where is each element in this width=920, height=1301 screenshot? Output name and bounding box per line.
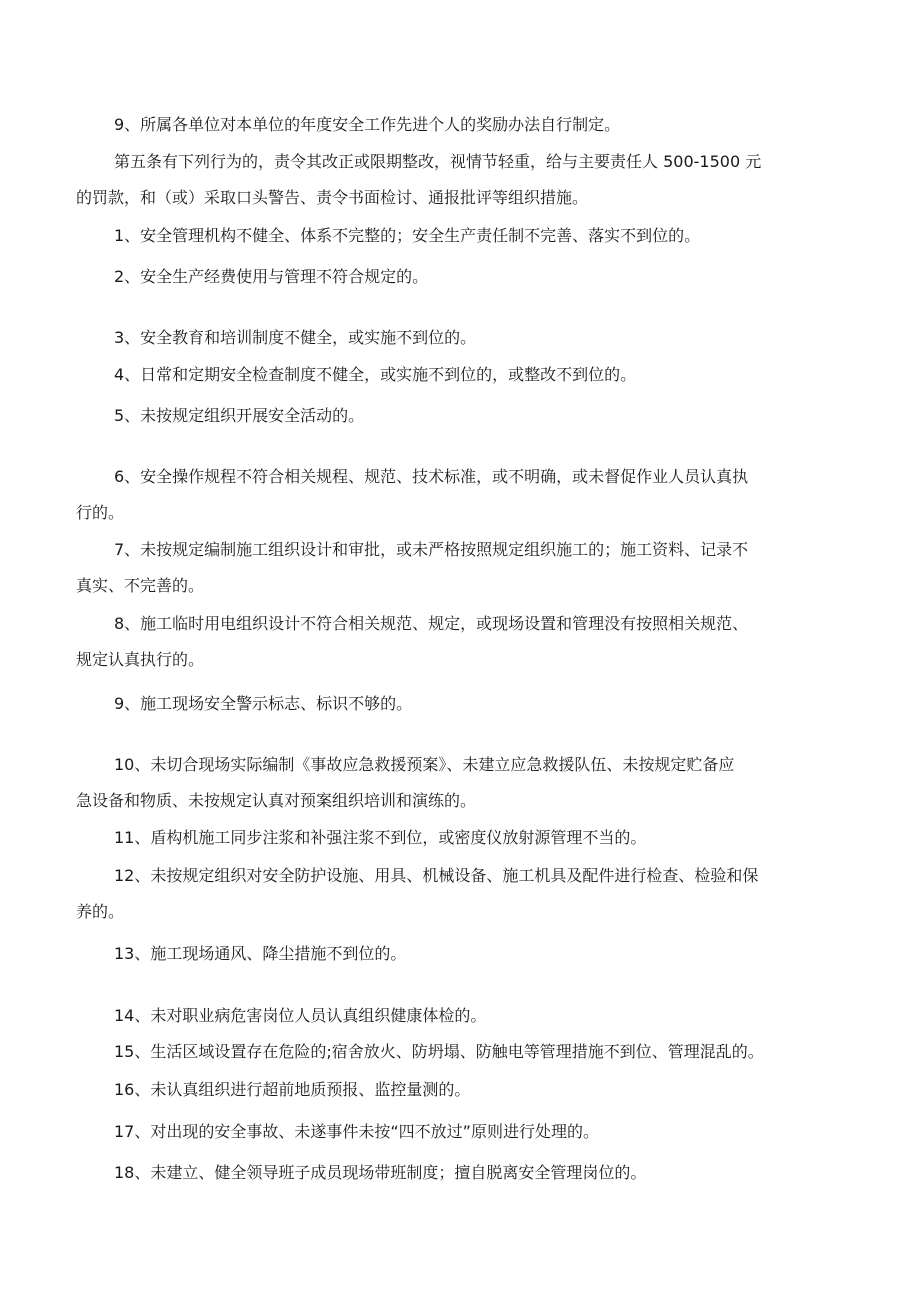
paragraph (76, 357, 848, 393)
paragraph-continuation (76, 894, 848, 930)
paragraph-continuation (76, 568, 848, 604)
paragraph-line: 养的。 (76, 902, 125, 921)
paragraph (76, 532, 848, 568)
paragraph (76, 1072, 848, 1108)
paragraph-continuation (76, 783, 848, 819)
paragraph-line: 2、安全生产经费使用与管理不符合规定的。 (114, 267, 429, 286)
paragraph-line: 规定认真执行的。 (76, 650, 205, 669)
paragraph-line: 第五条有下列行为的，责令其改正或限期整改，视情节轻重，给与主要责任人 500-1500 元 (114, 152, 762, 171)
paragraph (76, 1114, 848, 1150)
paragraph (76, 320, 848, 356)
paragraph (76, 1034, 848, 1070)
paragraph (76, 107, 848, 143)
paragraph-line: 9、施工现场安全警示标志、标识不够的。 (114, 694, 413, 713)
paragraph-line: 的罚款，和（或）采取口头警告、责令书面检讨、通报批评等组织措施。 (76, 188, 589, 207)
paragraph (76, 936, 848, 972)
paragraph-line: 8、施工临时用电组织设计不符合相关规范、规定，或现场设置和管理没有按照相关规范、 (114, 614, 749, 633)
paragraph-line: 11、盾构机施工同步注浆和补强注浆不到位，或密度仪放射源管理不当的。 (114, 828, 647, 847)
paragraph-line: 13、施工现场通风、降尘措施不到位的。 (114, 944, 407, 963)
paragraph-line: 10、未切合现场实际编制《事故应急救援预案》、未建立应急救援队伍、未按规定贮备应 (114, 755, 735, 774)
paragraph-line: 14、未对职业病危害岗位人员认真组织健康体检的。 (114, 1006, 487, 1025)
paragraph (76, 606, 848, 642)
paragraph-continuation (76, 180, 848, 216)
paragraph-line: 18、未建立、健全领导班子成员现场带班制度；擅自脱离安全管理岗位的。 (114, 1163, 647, 1182)
paragraph (76, 1155, 848, 1191)
paragraph-line: 1、安全管理机构不健全、体系不完整的；安全生产责任制不完善、落实不到位的。 (114, 226, 701, 245)
paragraph-continuation (76, 495, 848, 531)
paragraph-line: 6、安全操作规程不符合相关规程、规范、技术标准，或不明确，或未督促作业人员认真执 (114, 467, 749, 486)
paragraph-line: 行的。 (76, 503, 125, 522)
paragraph (76, 686, 848, 722)
paragraph (76, 747, 848, 783)
paragraph (76, 398, 848, 434)
paragraph (76, 820, 848, 856)
paragraph-line: 7、未按规定编制施工组织设计和审批，或未严格按照规定组织施工的；施工资料、记录不 (114, 540, 749, 559)
paragraph-continuation (76, 642, 848, 678)
paragraph (76, 259, 848, 295)
paragraph-line: 3、安全教育和培训制度不健全，或实施不到位的。 (114, 328, 477, 347)
paragraph (76, 218, 848, 254)
paragraph-line: 16、未认真组织进行超前地质预报、监控量测的。 (114, 1080, 471, 1099)
paragraph-line: 5、未按规定组织开展安全活动的。 (114, 406, 365, 425)
paragraph-line: 4、日常和定期安全检查制度不健全，或实施不到位的，或整改不到位的。 (114, 365, 637, 384)
paragraph-line: 17、对出现的安全事故、未遂事件未按“四不放过”原则进行处理的。 (114, 1122, 599, 1141)
paragraph-line: 12、未按规定组织对安全防护设施、用具、机械设备、施工机具及配件进行检查、检验和保 (114, 866, 759, 885)
paragraph-line: 9、所属各单位对本单位的年度安全工作先进个人的奖励办法自行制定。 (114, 115, 621, 134)
paragraph (76, 998, 848, 1034)
paragraph-line: 急设备和物质、未按规定认真对预案组织培训和演练的。 (76, 791, 477, 810)
paragraph-line: 15、生活区域设置存在危险的;宿舍放火、防坍塌、防触电等管理措施不到位、管理混乱的。 (114, 1042, 764, 1061)
paragraph (76, 858, 848, 894)
paragraph-line: 真实、不完善的。 (76, 576, 205, 595)
paragraph (76, 144, 848, 180)
paragraph (76, 459, 848, 495)
